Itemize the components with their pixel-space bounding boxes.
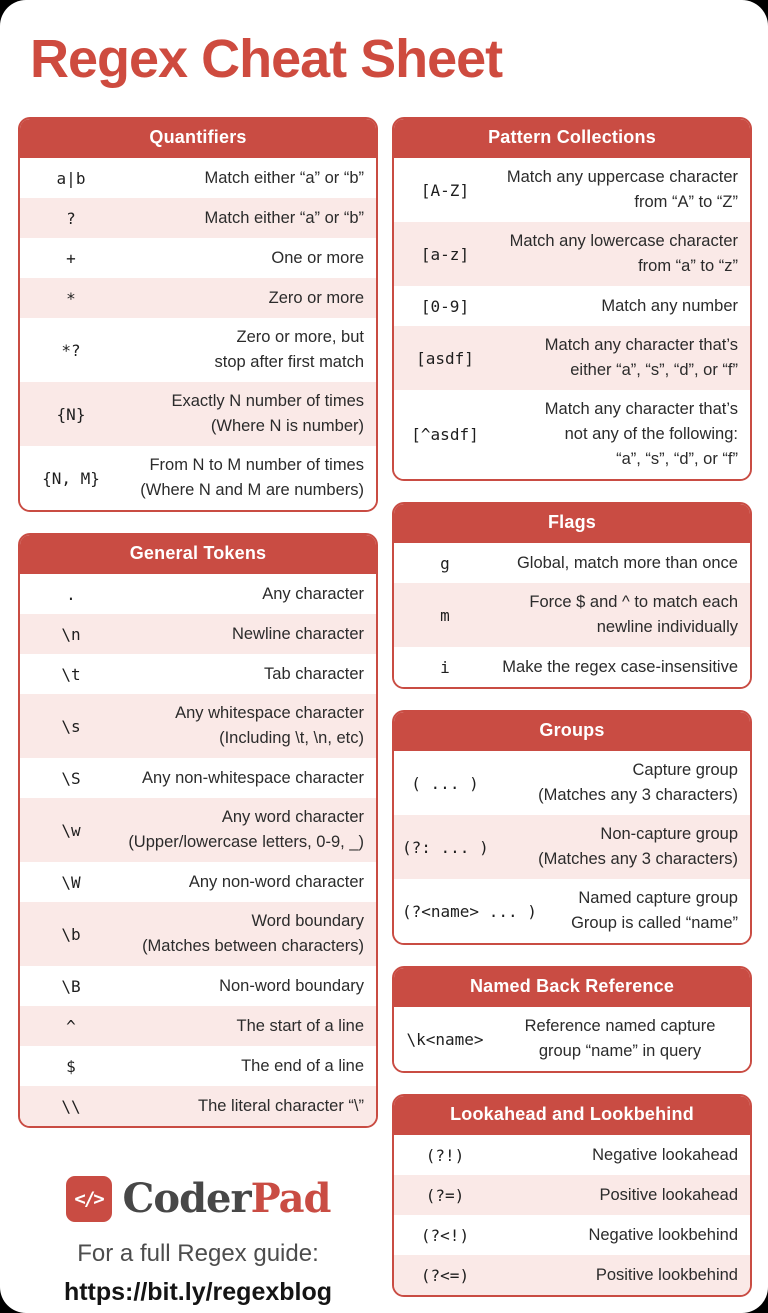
groups-header: Groups <box>394 712 750 751</box>
pattern-row <box>20 278 376 318</box>
page-title: Regex Cheat Sheet <box>30 29 503 89</box>
pattern-description: Newline character <box>231 624 364 643</box>
pattern-description: From N to M number of times (Where N and M are numbers) <box>140 456 364 500</box>
pattern-description: Match any number <box>601 296 738 315</box>
pattern-row <box>20 158 376 198</box>
pattern-row <box>394 286 750 326</box>
pattern-code: ^ <box>66 1016 76 1036</box>
pattern-description: Match either “a” or “b” <box>204 208 364 227</box>
pattern-row <box>394 583 750 647</box>
pattern-row <box>20 654 376 694</box>
pattern-description: The literal character “\” <box>198 1096 364 1115</box>
pattern-code: {N, M} <box>42 468 100 488</box>
left-column <box>18 117 378 1307</box>
pattern-code: (?<!) <box>420 1225 470 1245</box>
pattern-description: Match either “a” or “b” <box>204 168 364 187</box>
quantifiers-header: Quantifiers <box>20 119 376 158</box>
pattern-code: \n <box>61 624 81 644</box>
pattern-row <box>394 1007 750 1071</box>
pattern-code: \w <box>61 820 81 840</box>
pattern-code: (?: ... ) <box>402 837 489 857</box>
flags-header: Flags <box>394 504 750 543</box>
pattern-code: [asdf] <box>416 348 474 368</box>
pattern-description: Negative lookahead <box>592 1145 738 1164</box>
right-column <box>392 117 752 1297</box>
pattern-description: Match any lowercase character from “a” to “z” <box>509 232 738 276</box>
pattern-code: + <box>66 248 76 268</box>
pattern-row <box>20 966 376 1006</box>
pattern-description: Force $ and ^ to match each newline individually <box>529 593 738 637</box>
pattern-description: Any non-word character <box>188 872 364 891</box>
pattern-code: \k<name> <box>406 1029 484 1049</box>
guide-url: https://bit.ly/regexblog <box>63 1278 333 1307</box>
pattern-row <box>394 543 750 583</box>
quantifiers-card <box>18 117 378 512</box>
pattern-description: Zero or more <box>268 288 364 307</box>
pattern-code: ? <box>66 208 76 228</box>
brand-name-pad: Pad <box>250 1175 331 1223</box>
pattern-description: Any character <box>262 584 364 603</box>
pattern-code: \s <box>61 716 81 736</box>
pattern-code: a|b <box>56 168 86 188</box>
pattern-code: *? <box>61 340 81 360</box>
footer <box>18 1175 378 1307</box>
pattern-description: The end of a line <box>241 1056 364 1075</box>
pattern-code: \B <box>61 976 81 996</box>
pattern-row <box>20 574 376 614</box>
pattern-row <box>394 326 750 390</box>
pattern-row <box>394 1135 750 1175</box>
pattern-row <box>20 382 376 446</box>
coderpad-logo <box>66 1175 331 1222</box>
pattern-code: i <box>440 657 450 677</box>
pattern-description: Any word character (Upper/lowercase letters, 0-9, _) <box>128 808 364 852</box>
pattern-code: \b <box>61 924 81 944</box>
pattern-row <box>394 647 750 687</box>
pattern-description: Named capture group Group is called “name” <box>571 889 738 933</box>
pattern-row <box>20 694 376 758</box>
pattern-row <box>394 879 750 943</box>
flags-card <box>392 502 752 689</box>
pattern-row <box>394 390 750 479</box>
pattern-code: . <box>66 584 76 604</box>
named-back-reference-header: Named Back Reference <box>394 968 750 1007</box>
pattern-code: [^asdf] <box>411 425 479 445</box>
pattern-code: (?<name> ... ) <box>402 901 537 921</box>
lookahead-lookbehind-header: Lookahead and Lookbehind <box>394 1096 750 1135</box>
pattern-code: [a-z] <box>420 244 470 264</box>
pattern-row <box>20 902 376 966</box>
general-tokens-card <box>18 533 378 1128</box>
pattern-row <box>394 815 750 879</box>
pattern-row <box>20 798 376 862</box>
pattern-description: Any non-whitespace character <box>142 768 364 787</box>
pattern-code: (?=) <box>425 1185 465 1205</box>
pattern-description: Capture group (Matches any 3 characters) <box>538 761 738 805</box>
pattern-description: One or more <box>271 248 364 267</box>
pattern-code: [0-9] <box>420 296 470 316</box>
pattern-row <box>394 1175 750 1215</box>
pattern-code: {N} <box>56 404 86 424</box>
pattern-description: Non-capture group (Matches any 3 characters) <box>538 825 738 869</box>
pattern-row <box>20 446 376 510</box>
pattern-code: \t <box>61 664 81 684</box>
pattern-row <box>394 158 750 222</box>
pattern-code: (?<=) <box>420 1265 470 1285</box>
pattern-code: g <box>440 553 450 573</box>
pattern-row <box>394 751 750 815</box>
pattern-description: Non-word boundary <box>219 976 364 995</box>
pattern-row <box>20 1086 376 1126</box>
guide-label: For a full Regex guide: <box>77 1240 319 1268</box>
pattern-description: Positive lookahead <box>599 1185 738 1204</box>
pattern-row <box>20 318 376 382</box>
pattern-row <box>20 1046 376 1086</box>
pattern-row <box>394 1255 750 1295</box>
pattern-code: \W <box>61 872 81 892</box>
pattern-row <box>20 758 376 798</box>
pattern-row <box>20 862 376 902</box>
pattern-code: (?!) <box>425 1145 465 1165</box>
pattern-description: Tab character <box>264 664 364 683</box>
groups-card <box>392 710 752 945</box>
named-back-reference-card <box>392 966 752 1073</box>
general-tokens-header: General Tokens <box>20 535 376 574</box>
brand-name-coder: Coder <box>122 1175 251 1223</box>
pattern-description: Zero or more, but stop after first match <box>214 328 364 372</box>
pattern-description: The start of a line <box>236 1016 364 1035</box>
content-columns <box>0 117 768 1307</box>
pattern-description: Positive lookbehind <box>595 1265 738 1284</box>
pattern-code: $ <box>66 1056 76 1076</box>
pattern-row <box>20 238 376 278</box>
pattern-description: Match any character that’s not any of the following: “a”, “s”, “d”, or “f” <box>544 400 738 469</box>
pattern-code: m <box>440 605 450 625</box>
pattern-collections-header: Pattern Collections <box>394 119 750 158</box>
pattern-description: Reference named capture group “name” in query <box>524 1017 716 1061</box>
pattern-description: Match any character that’s either “a”, “s”, “d”, or “f” <box>544 336 738 380</box>
pattern-code: * <box>66 288 76 308</box>
pattern-description: Negative lookbehind <box>588 1225 738 1244</box>
pattern-description: Global, match more than once <box>516 553 738 572</box>
pattern-description: Exactly N number of times (Where N is number) <box>171 392 364 436</box>
pattern-row <box>394 1215 750 1255</box>
pattern-description: Make the regex case-insensitive <box>502 657 738 676</box>
pattern-code: [A-Z] <box>420 180 470 200</box>
pattern-description: Match any uppercase character from “A” to “Z” <box>506 168 738 212</box>
pattern-collections-card <box>392 117 752 481</box>
pattern-row <box>20 198 376 238</box>
pattern-code: \\ <box>61 1096 81 1116</box>
pattern-row <box>20 614 376 654</box>
pattern-code: \S <box>61 768 81 788</box>
pattern-row <box>394 222 750 286</box>
brand-name <box>123 1175 331 1222</box>
pattern-description: Any whitespace character (Including \t, \n, etc) <box>175 704 364 748</box>
pattern-row <box>20 1006 376 1046</box>
lookahead-lookbehind-card <box>392 1094 752 1297</box>
pattern-code: ( ... ) <box>411 773 479 793</box>
pattern-description: Word boundary (Matches between characters) <box>142 912 364 956</box>
code-brackets-icon: </> <box>66 1176 112 1222</box>
